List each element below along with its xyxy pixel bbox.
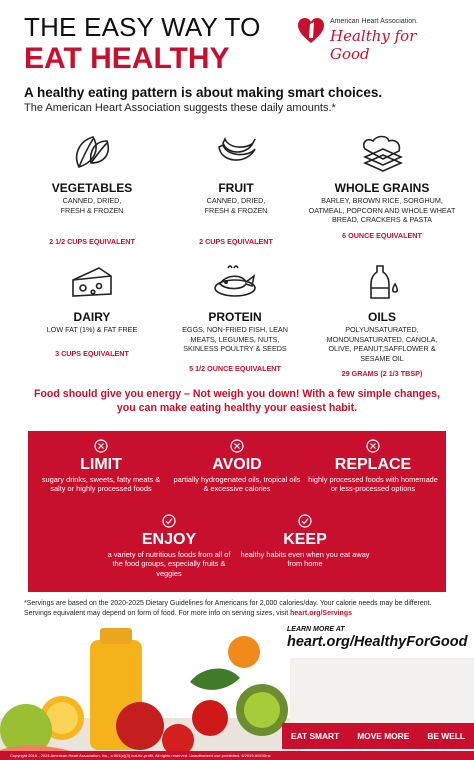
action-avoid bbox=[172, 439, 302, 494]
check-circle-icon bbox=[298, 514, 312, 528]
action-name: AVOID bbox=[212, 456, 262, 473]
food-name: WHOLE GRAINS bbox=[334, 181, 430, 195]
action-name: LIMIT bbox=[80, 456, 122, 473]
food-amount: 3 CUPS EQUIVALENT bbox=[55, 348, 129, 358]
food-name: DAIRY bbox=[73, 310, 111, 324]
food-name: VEGETABLES bbox=[51, 181, 133, 195]
action-desc: healthy habits even when you eat away from home bbox=[240, 550, 370, 569]
motto-eat-smart: EAT SMART bbox=[290, 731, 340, 741]
food-amount: 5 1/2 OUNCE EQUIVALENT bbox=[189, 363, 281, 373]
org-name: American Heart Association. bbox=[330, 18, 418, 25]
food-protein bbox=[160, 262, 310, 373]
heart-torch-icon bbox=[296, 16, 326, 46]
food-amount: 29 GRAMS (2 1/3 TBSP) bbox=[341, 369, 423, 379]
intro-subline: The American Heart Association suggests these daily amounts.* bbox=[24, 102, 336, 114]
title-line-1: THE EASY WAY TO bbox=[24, 12, 261, 42]
food-fruit bbox=[166, 133, 306, 246]
food-name: OILS bbox=[367, 310, 396, 324]
learn-more-url[interactable]: heart.org/HealthyForGood bbox=[287, 634, 468, 650]
action-keep bbox=[240, 514, 370, 569]
food-vegetables bbox=[22, 133, 162, 246]
learn-more-label: LEARN MORE AT bbox=[287, 626, 345, 633]
intro bbox=[24, 84, 454, 116]
x-circle-icon bbox=[366, 439, 380, 453]
check-circle-icon bbox=[162, 514, 176, 528]
food-amount: 2 CUPS EQUIVALENT bbox=[199, 237, 273, 247]
action-desc: highly processed foods with homemade or less-processed options bbox=[308, 475, 438, 494]
food-whole-grains bbox=[307, 133, 457, 240]
food-amount: 6 OUNCE EQUIVALENT bbox=[342, 230, 422, 240]
food-amount: 2 1/2 CUPS EQUIVALENT bbox=[49, 237, 135, 247]
bread-slices-icon bbox=[359, 133, 405, 173]
action-name: KEEP bbox=[283, 531, 327, 548]
intro-headline: A healthy eating pattern is about making smart choices. bbox=[24, 85, 383, 100]
title-line-2: EAT HEALTHY bbox=[24, 42, 230, 75]
tagline: Food should give you energy – Not weigh you down! With a few simple changes, you can make eating healthy your easiest habit. bbox=[33, 388, 441, 414]
food-name: FRUIT bbox=[218, 181, 254, 195]
footnote-text: *Servings are based on the 2020-2025 Dietary Guidelines for Americans for 2,000 calories/day. Your calorie needs may be different. Servings equivalent may depend on form of food. For more info on serving sizes, visit bbox=[24, 600, 432, 617]
action-limit bbox=[36, 439, 166, 494]
servings-link[interactable]: heart.org/Servings bbox=[290, 610, 352, 617]
action-desc: sugary drinks, sweets, fatty meats & salty or highly processed foods bbox=[41, 475, 161, 494]
food-desc: CANNED, DRIED, FRESH & FROZEN bbox=[60, 196, 124, 215]
action-desc: a variety of nutritious foods from all of the food groups, especially fruits & veggies bbox=[107, 550, 231, 578]
action-enjoy bbox=[104, 514, 234, 578]
x-circle-icon bbox=[230, 439, 244, 453]
motto-move-more: MOVE MORE bbox=[357, 731, 410, 741]
food-desc: POLYUNSATURATED, MONOUNSATURATED, CANOLA, OLIVE, PEANUT,SAFFLOWER & SESAME OIL bbox=[326, 325, 438, 363]
learn-more bbox=[287, 626, 467, 650]
action-name: REPLACE bbox=[334, 456, 412, 473]
food-desc: BARLEY, BROWN RICE, SORGHUM, OATMEAL, POPCORN AND WHOLE WHEAT BREAD, CRACKERS & PASTA bbox=[308, 196, 456, 225]
food-name: PROTEIN bbox=[208, 310, 262, 324]
action-name: ENJOY bbox=[141, 531, 197, 548]
cheese-icon bbox=[69, 262, 115, 302]
food-desc: LOW FAT (1%) & FAT FREE bbox=[46, 325, 138, 334]
action-replace bbox=[308, 439, 438, 494]
action-desc: partially hydrogenated oils, tropical oils & excessive calories bbox=[173, 475, 301, 494]
oil-bottle-icon bbox=[359, 262, 405, 302]
org-tagline: Healthy for Good bbox=[330, 27, 417, 63]
x-circle-icon bbox=[94, 439, 108, 453]
motto-bar bbox=[282, 723, 474, 749]
food-oils bbox=[307, 262, 457, 378]
aha-logo bbox=[296, 16, 456, 63]
actions-panel bbox=[28, 431, 446, 592]
copyright: Copyright 2016 - 2024 American Heart Association, Inc., a 501(c)(3) not-for-profit. All rights reserved. Unauthorized use prohibited. 6/2019 ASG0Inc bbox=[0, 751, 474, 760]
banana-icon bbox=[213, 133, 259, 173]
motto-be-well: BE WELL bbox=[427, 731, 465, 741]
food-dairy bbox=[22, 262, 162, 358]
footnote bbox=[24, 599, 454, 619]
spinach-leaf-icon bbox=[69, 133, 115, 173]
header bbox=[24, 12, 284, 76]
fish-plate-icon bbox=[212, 262, 258, 302]
food-desc: EGGS, NON-FRIED FISH, LEAN MEATS, LEGUMES, NUTS, SKINLESS POULTRY & SEEDS bbox=[182, 325, 288, 354]
food-desc: CANNED, DRIED, FRESH & FROZEN bbox=[204, 196, 268, 215]
